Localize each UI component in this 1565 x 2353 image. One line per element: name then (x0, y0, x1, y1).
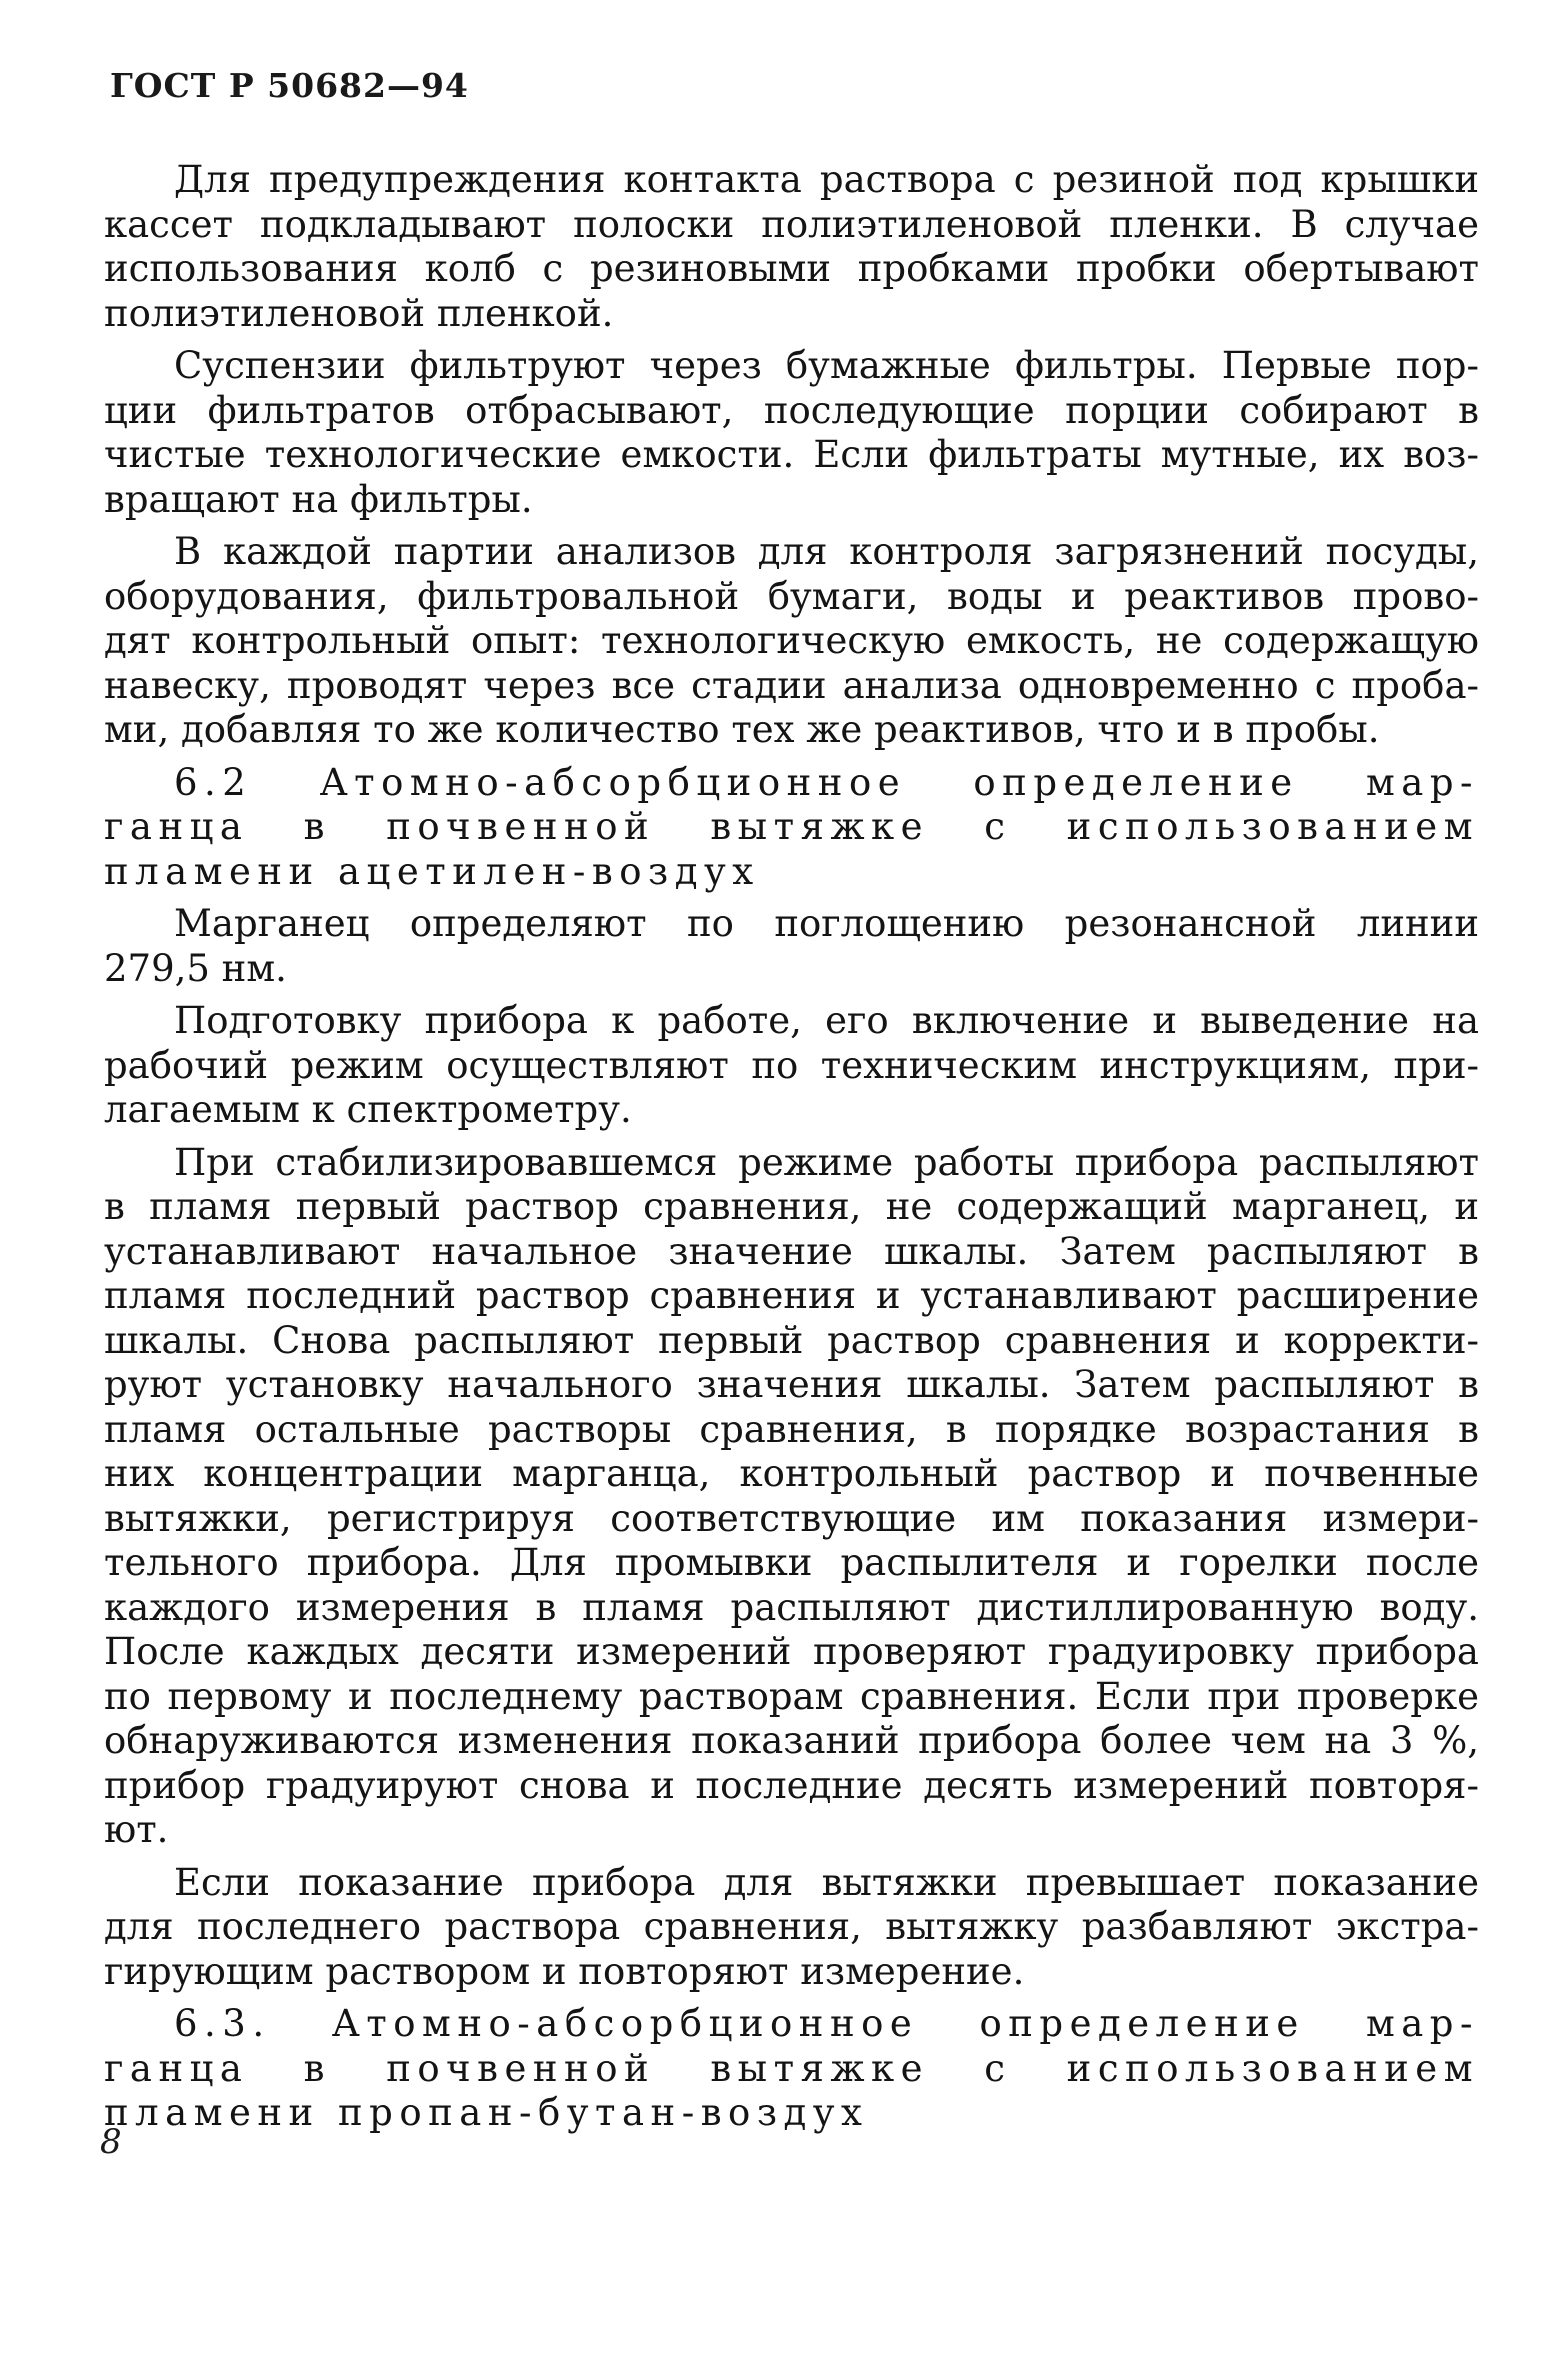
text-line: каждого измерения в пламя распыляют дистиллированную воду. (104, 1585, 1479, 1629)
text-line: Марганец определяют по поглощению резонансной линии (174, 902, 1479, 945)
text-line: Если показание прибора для вытяжки превышает показание (174, 1860, 1479, 1904)
text-line: прибор градуируют снова и последние десять измерений повторя- (104, 1763, 1479, 1807)
paragraph (104, 902, 1479, 991)
text-line: в пламя первый раствор сравнения, не содержащий марганец, и (104, 1185, 1479, 1228)
section-heading (104, 2002, 1479, 2136)
paragraph (104, 344, 1479, 522)
paragraph (104, 530, 1479, 753)
text-line: рабочий режим осуществляют по техническим инструкциям, при- (104, 1043, 1479, 1087)
text-line: навеску, проводят через все стадии анализа одновременно с проба- (104, 663, 1479, 707)
paragraph (104, 999, 1479, 1133)
text-line: кассет подкладывают полоски полиэтиленовой пленки. В случае (104, 202, 1479, 246)
text-line: ют. (104, 1808, 169, 1851)
text-line: чистые технологические емкости. Если фильтраты мутные, их воз- (104, 433, 1479, 476)
text-line: вращают на фильтры. (104, 477, 533, 521)
text-line: пламя остальные растворы сравнения, в порядке возрастания в (104, 1407, 1479, 1451)
text-line: гирующим раствором и повторяют измерение. (104, 1949, 1025, 1993)
text-line: пламени пропан-бутан-воздух (104, 2091, 869, 2134)
text-line: При стабилизировавшемся режиме работы прибора распыляют (174, 1140, 1479, 1184)
text-line: полиэтиленовой пленкой. (104, 291, 614, 335)
document-body (104, 158, 1479, 2144)
text-line: использования колб с резиновыми пробками пробки обертывают (104, 247, 1479, 290)
paragraph (104, 1141, 1479, 1853)
text-line: лагаемым к спектрометру. (104, 1088, 632, 1131)
text-line: руют установку начального значения шкалы. Затем распыляют в (104, 1363, 1479, 1406)
text-line: пламени ацетилен-воздух (104, 849, 760, 893)
text-line: вытяжки, регистрируя соответствующие им показания измери- (104, 1496, 1479, 1540)
text-line: для последнего раствора сравнения, вытяжку разбавляют экстра- (104, 1905, 1479, 1948)
text-line: ции фильтратов отбрасывают, последующие порции собирают в (104, 388, 1479, 432)
text-line: После каждых десяти измерений проверяют градуировку прибора (104, 1630, 1479, 1673)
text-line: устанавливают начальное значение шкалы. Затем распыляют в (104, 1229, 1479, 1273)
text-line: 6.3. Атомно-абсорбционное определение мар- (174, 2002, 1479, 2045)
text-line: тельного прибора. Для промывки распылителя и горелки после (104, 1541, 1479, 1584)
paragraph (104, 1861, 1479, 1995)
text-line: пламя последний раствор сравнения и устанавливают расширение (104, 1274, 1479, 1317)
standard-header: ГОСТ Р 50682—94 (110, 66, 469, 105)
text-line: ганца в почвенной вытяжке с использованием (104, 805, 1479, 848)
text-line: ганца в почвенной вытяжке с использованием (104, 2046, 1479, 2090)
text-line: 279,5 нм. (104, 946, 287, 990)
text-line: обнаруживаются изменения показаний прибора более чем на 3 %, (104, 1719, 1479, 1762)
text-line: дят контрольный опыт: технологическую емкость, не содержащую (104, 619, 1479, 662)
text-line: оборудования, фильтровальной бумаги, воды и реактивов прово- (104, 574, 1479, 618)
text-line: 6.2 Атомно-абсорбционное определение мар- (174, 760, 1479, 804)
text-line: Подготовку прибора к работе, его включение и выведение на (174, 999, 1479, 1042)
text-line: по первому и последнему растворам сравнения. Если при проверке (104, 1674, 1479, 1718)
text-line: шкалы. Снова распыляют первый раствор сравнения и корректи- (104, 1318, 1479, 1362)
page-number: 8 (100, 2122, 122, 2162)
text-line: Для предупреждения контакта раствора с резиной под крышки (174, 158, 1479, 201)
text-line: В каждой партии анализов для контроля загрязнений посуды, (174, 530, 1479, 573)
text-line: них концентрации марганца, контрольный раствор и почвенные (104, 1452, 1479, 1495)
text-line: Суспензии фильтруют через бумажные фильтры. Первые пор- (174, 344, 1479, 387)
text-line: ми, добавляя то же количество тех же реактивов, что и в пробы. (104, 708, 1380, 751)
paragraph (104, 158, 1479, 336)
section-heading (104, 761, 1479, 895)
